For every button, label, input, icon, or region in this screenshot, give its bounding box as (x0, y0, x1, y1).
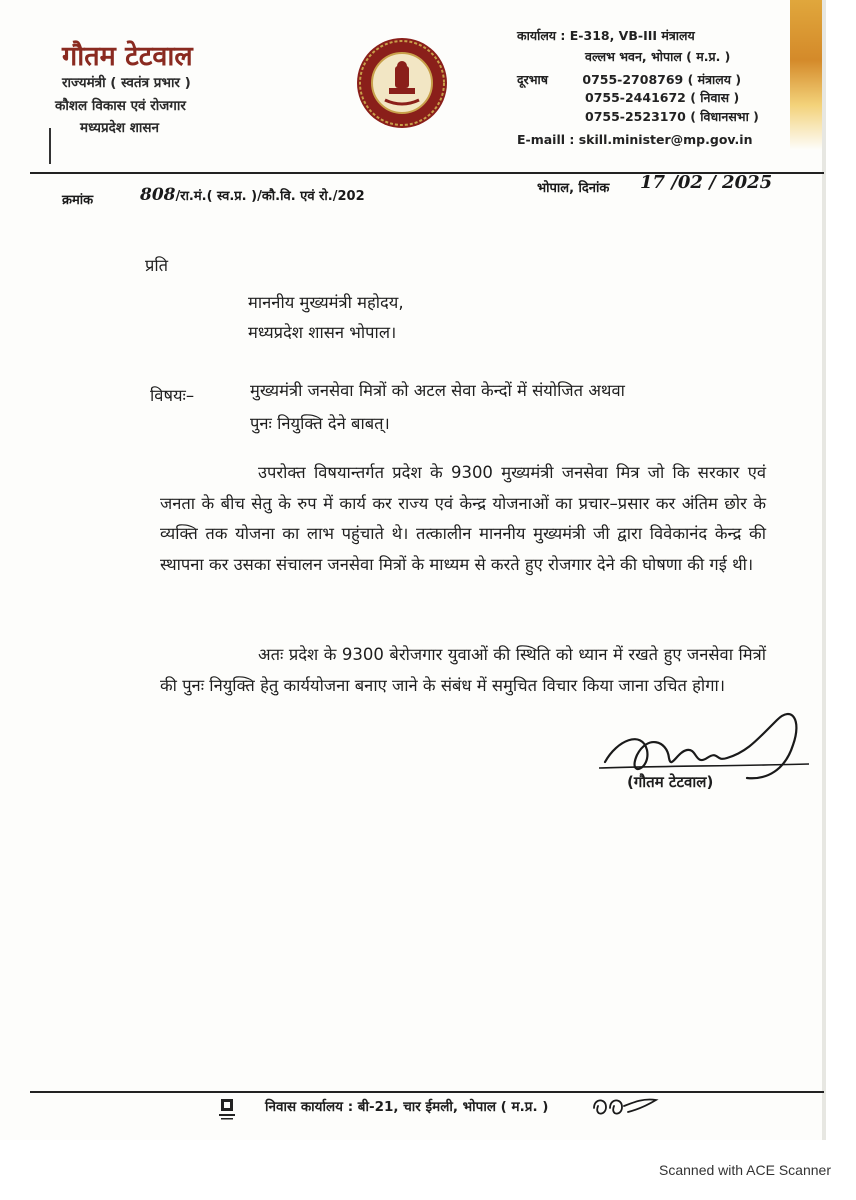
scanner-watermark: Scanned with ACE Scanner (659, 1162, 831, 1178)
office-address-line2: वल्लभ भवन, भोपाल ( म.प्र. ) (585, 49, 731, 64)
signatory-name: (गौतम टेटवाल) (627, 773, 714, 791)
office-email: E-maill : skill.minister@mp.gov.in (517, 132, 753, 147)
government-name: मध्यप्रदेश शासन (80, 120, 160, 136)
date-label: भोपाल, दिनांक (537, 181, 610, 196)
skill-india-logo-icon (218, 1097, 236, 1121)
reference-label: क्रमांक (62, 193, 94, 208)
to-label: प्रति (145, 256, 169, 275)
handwritten-initials (588, 1092, 660, 1120)
addressee-line2: मध्यप्रदेश शासन भोपाल। (248, 323, 397, 342)
residence-office-address: निवास कार्यालय : बी-21, चार ईमली, भोपाल ( म.प्र. ) (265, 1099, 549, 1115)
office-phone-3: 0755-2523170 ( विधानसभा ) (585, 109, 759, 124)
footer-divider (30, 1091, 824, 1093)
body-paragraph-2: अतः प्रदेश के 9300 बेरोजगार युवाओं की स्थिति को ध्यान में रखते हुए जनसेवा मित्रों की पुनः नियुक्ति हेतु कार्ययोजना बनाए जाने के संबंध में समुचित विचार किया जाना उचित होगा। (160, 645, 766, 695)
subject-line2: पुनः नियुक्ति देने बाबत्। (250, 414, 390, 433)
addressee-line1: माननीय मुख्यमंत्री महोदय, (248, 293, 404, 312)
body-paragraph-1: उपरोक्त विषयान्तर्गत प्रदेश के 9300 मुख्यमंत्री जनसेवा मित्र जो कि सरकार एवं जनता के बीच सेतु के रुप में कार्य कर राज्य एवं केन्द्र योजनाओं का प्रचार–प्रसार कर अंतिम छोर के व्यक्ति तक योजना का लाभ पहुंचाते थे। तत्कालीन माननीय मुख्यमंत्री जी द्वारा विवेकानंद केन्द्र की स्थापना कर उसका संचालन जनसेवा मित्रों के माध्यम से करते हुए रोजगार देने की घोषणा की गई थी। (160, 463, 766, 574)
state-emblem-icon (355, 36, 449, 130)
reference-number: 808/रा.मं.( स्व.प्र. )/कौ.वि. एवं रो./202 (140, 185, 365, 205)
margin-mark (49, 128, 51, 164)
minister-designation: राज्यमंत्री ( स्वतंत्र प्रभार ) (62, 75, 191, 91)
minister-name: गौतम टेटवाल (62, 41, 193, 72)
page-edge-shadow (822, 0, 826, 1140)
page-edge-decoration (790, 0, 826, 150)
office-address-line1: कार्यालय : E-318, VB-III मंत्रालय (517, 28, 695, 43)
office-phone-2: 0755-2441672 ( निवास ) (585, 90, 740, 105)
date-value: 17 /02 / 2025 (640, 172, 773, 193)
subject-label: विषयः– (150, 386, 195, 405)
office-phone-1: दूरभाष 0755-2708769 ( मंत्रालय ) (517, 72, 742, 87)
subject-line1: मुख्यमंत्री जनसेवा मित्रों को अटल सेवा केन्दों में संयोजित अथवा (250, 381, 625, 400)
minister-department: कौशल विकास एवं रोजगार (55, 98, 186, 114)
